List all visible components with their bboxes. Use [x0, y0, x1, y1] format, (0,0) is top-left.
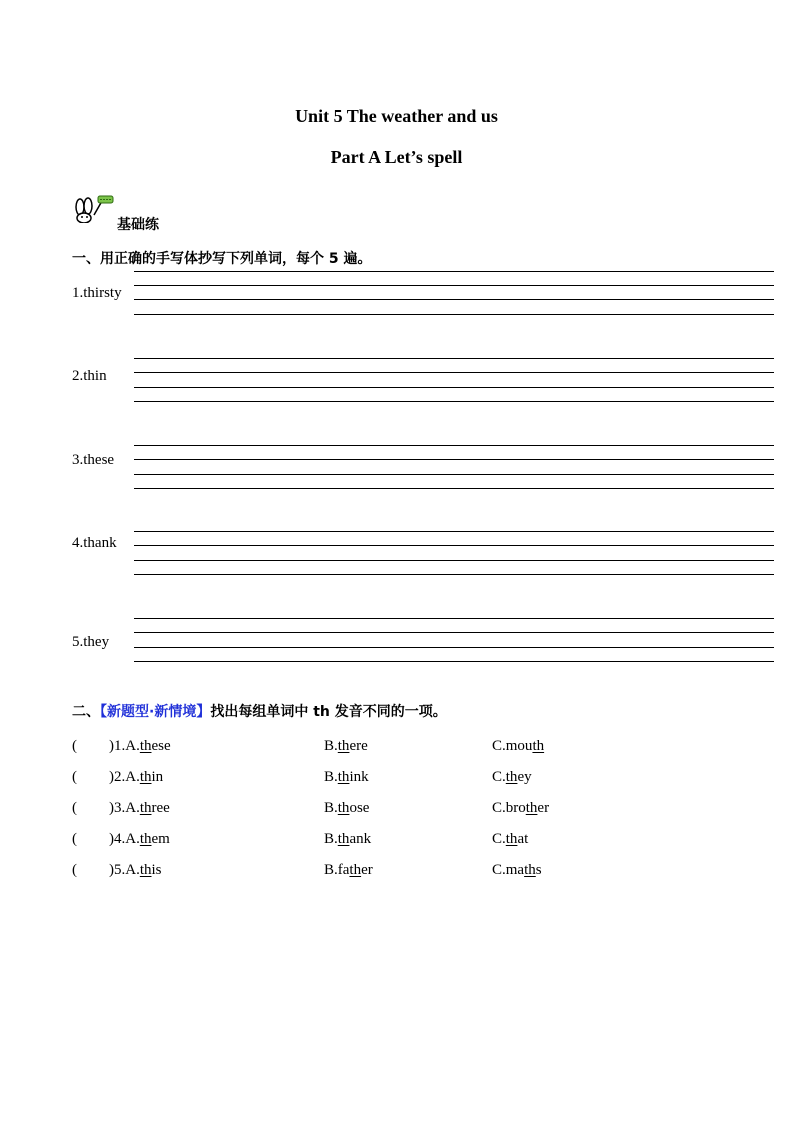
practice-word: 2.thin: [72, 368, 107, 384]
writing-line[interactable]: [134, 459, 774, 460]
writing-line[interactable]: [134, 618, 774, 619]
writing-line[interactable]: [134, 358, 774, 359]
practice-word: 5.they: [72, 634, 110, 650]
writing-line[interactable]: [134, 574, 774, 575]
answer-paren[interactable]: (: [72, 862, 77, 878]
writing-line[interactable]: [134, 285, 774, 286]
writing-line[interactable]: [134, 314, 774, 315]
writing-line[interactable]: [134, 372, 774, 373]
answer-paren[interactable]: (: [72, 738, 77, 754]
option-c: C.that: [492, 831, 529, 847]
instruction-number: 二、: [72, 704, 100, 720]
writing-line[interactable]: [134, 271, 774, 272]
question-row: [72, 769, 752, 789]
writing-line[interactable]: [134, 474, 774, 475]
answer-paren[interactable]: (: [72, 800, 77, 816]
page-subtitle: Part A Let’s spell: [330, 147, 463, 167]
option-a: )2.A.thin: [109, 769, 164, 785]
option-a: )1.A.these: [109, 738, 171, 754]
option-c: C.maths: [492, 862, 542, 878]
writing-line[interactable]: [134, 647, 774, 648]
writing-line[interactable]: [134, 545, 774, 546]
option-b: B.there: [324, 738, 368, 754]
instruction-part2: [72, 701, 447, 721]
option-b: B.father: [324, 862, 373, 878]
practice-word: 1.thirsty: [72, 285, 122, 301]
writing-line[interactable]: [134, 632, 774, 633]
option-c: C.they: [492, 769, 532, 785]
option-c: C.mouth: [492, 738, 545, 754]
practice-word: 3.these: [72, 452, 115, 468]
option-a: )5.A.this: [109, 862, 162, 878]
writing-line[interactable]: [134, 560, 774, 561]
option-b: B.think: [324, 769, 369, 785]
writing-line[interactable]: [134, 488, 774, 489]
practice-word: 4.thank: [72, 535, 117, 551]
answer-paren[interactable]: (: [72, 831, 77, 847]
writing-line[interactable]: [134, 401, 774, 402]
option-a: )3.A.three: [109, 800, 170, 816]
option-c: C.brother: [492, 800, 550, 816]
instruction-part1: 一、用正确的手写体抄写下列单词，每个 5 遍。: [72, 251, 372, 267]
question-row: [72, 831, 752, 851]
question-row: [72, 800, 752, 820]
writing-line[interactable]: [134, 299, 774, 300]
writing-line[interactable]: [134, 661, 774, 662]
option-b: B.thank: [324, 831, 372, 847]
bunny-sign-icon: [72, 193, 116, 223]
writing-line[interactable]: [134, 387, 774, 388]
answer-paren[interactable]: (: [72, 769, 77, 785]
question-row: [72, 862, 752, 882]
section-label: 基础练: [117, 217, 159, 233]
option-a: )4.A.them: [109, 831, 170, 847]
option-b: B.those: [324, 800, 370, 816]
question-type-tag: 【新题型·新情境】: [100, 704, 211, 720]
page-title: Unit 5 The weather and us: [295, 106, 498, 126]
writing-line[interactable]: [134, 445, 774, 446]
instruction-text: 找出每组单词中 th 发音不同的一项。: [210, 704, 447, 720]
writing-line[interactable]: [134, 531, 774, 532]
question-row: [72, 738, 752, 758]
